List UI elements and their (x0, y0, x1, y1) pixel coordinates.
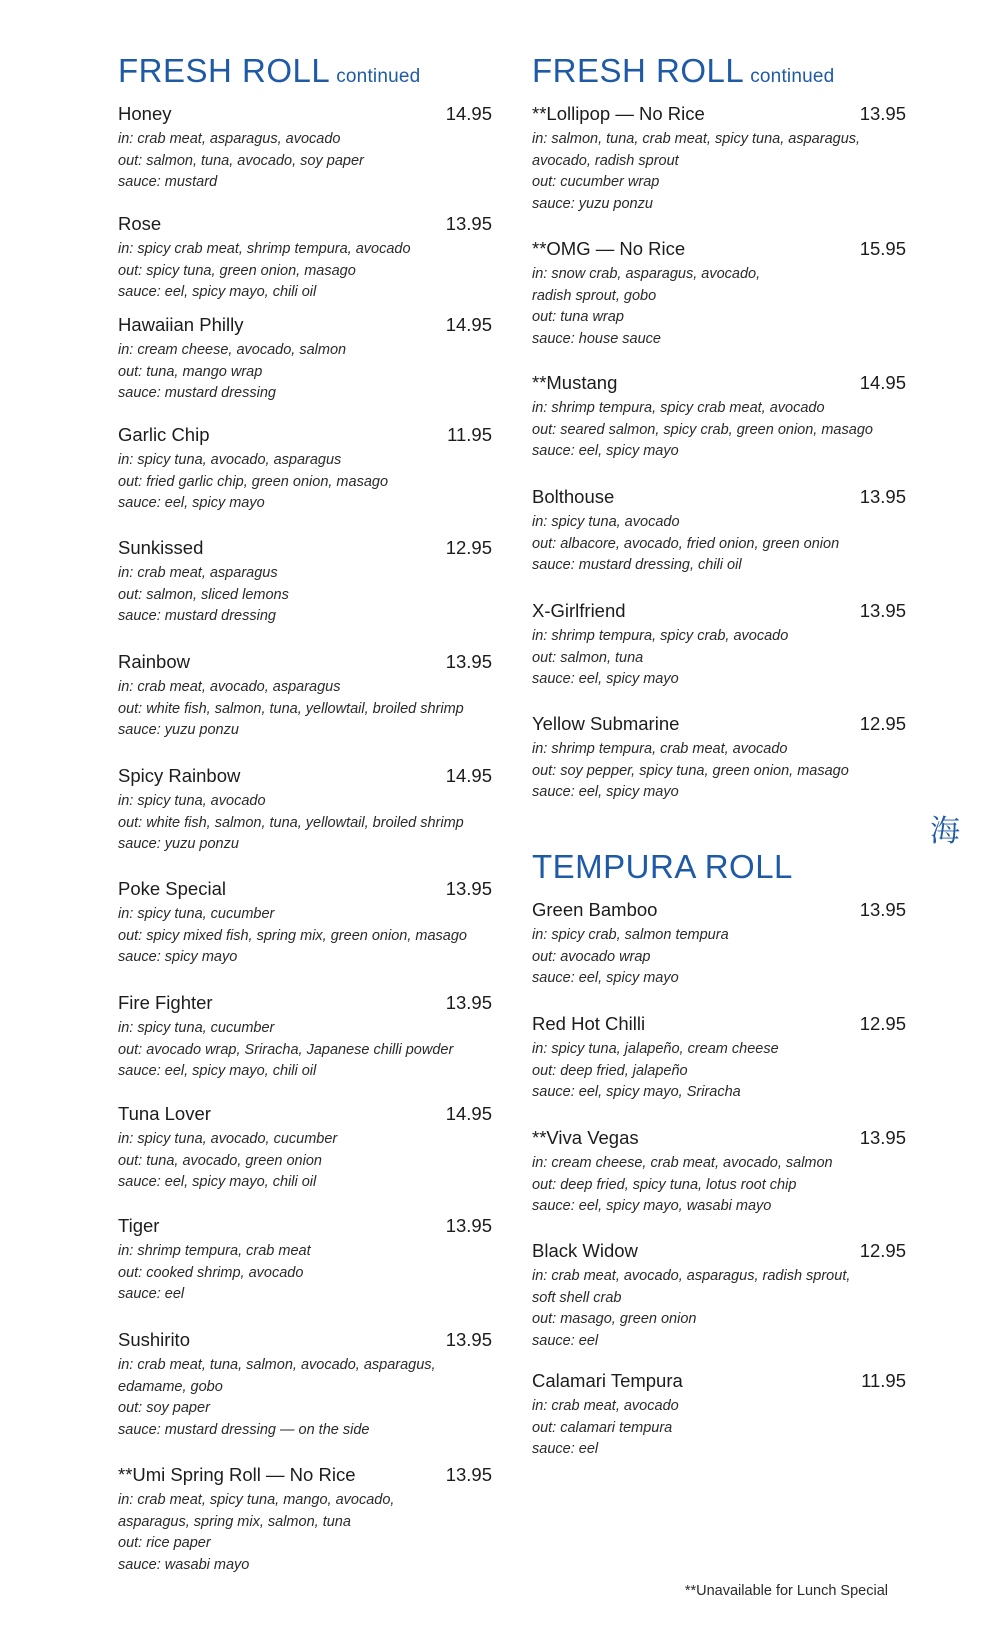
menu-item-detail: sauce: eel, spicy mayo, chili oil (118, 1174, 317, 1190)
menu-item-name: Honey (118, 103, 172, 124)
menu-item-detail: out: tuna, mango wrap (118, 363, 263, 380)
menu-item-detail: in: crab meat, spicy tuna, mango, avocado, (118, 1492, 395, 1508)
menu-item-detail: in: spicy tuna, avocado, asparagus (118, 452, 342, 468)
menu-item-detail: out: cucumber wrap (532, 174, 660, 190)
menu-item-header (118, 878, 498, 904)
menu-item-detail: in: crab meat, asparagus (118, 565, 278, 581)
menu-item-detail: sauce: eel (532, 1332, 599, 1349)
menu-item-detail: out: rice paper (118, 1535, 211, 1551)
menu-item-price: 12.95 (859, 1013, 906, 1034)
menu-item-detail: sauce: eel, spicy mayo, chili oil (118, 1063, 317, 1079)
lunch-special-footnote: **Unavailable for Lunch Special (684, 1583, 888, 1599)
menu-item (532, 238, 912, 350)
menu-item-name: **Mustang (532, 372, 618, 393)
menu-item-detail: out: salmon, tuna (532, 649, 644, 666)
menu-item-detail: sauce: eel (532, 1441, 599, 1457)
menu-item-name: Fire Fighter (118, 992, 213, 1013)
sea-kanji-mark: 海 (930, 814, 960, 849)
menu-item-name: Calamari Tempura (532, 1370, 683, 1391)
menu-item-price: 13.95 (445, 992, 492, 1013)
menu-item-detail: out: deep fried, spicy tuna, lotus root chip (532, 1176, 797, 1193)
menu-item-detail: sauce: eel, spicy mayo (532, 671, 679, 687)
menu-item-name: Red Hot Chilli (532, 1013, 646, 1034)
menu-item-header (118, 992, 498, 1018)
left-section-title: FRESH ROLL continued (118, 52, 421, 89)
menu-item-header (118, 1329, 498, 1355)
menu-item-detail: in: spicy tuna, avocado (118, 793, 266, 809)
menu-item (532, 600, 912, 691)
menu-item-name: Rainbow (118, 651, 190, 672)
menu-item-detail: sauce: eel (118, 1286, 185, 1302)
menu-item-detail: sauce: eel, spicy mayo, wasabi mayo (532, 1198, 772, 1214)
menu-item-detail: sauce: yuzu ponzu (118, 722, 239, 738)
menu-item (118, 878, 498, 969)
menu-item-price: 13.95 (859, 1127, 906, 1148)
menu-item-header (532, 1127, 912, 1153)
menu-item-detail: in: shrimp tempura, spicy crab, avocado (532, 628, 789, 644)
menu-item-detail: sauce: spicy mayo (118, 949, 238, 965)
menu-item-detail: out: albacore, avocado, fried onion, green onion (532, 535, 840, 552)
menu-item-detail: out: soy pepper, spicy tuna, green onion, masago (532, 762, 849, 779)
menu-item (118, 992, 498, 1083)
menu-item-detail: out: white fish, salmon, tuna, yellowtail, broiled shrimp (118, 814, 464, 831)
menu-item-detail: in: spicy tuna, avocado (532, 514, 680, 530)
menu-item-header (118, 1103, 498, 1129)
menu-item-detail: sauce: mustard dressing (118, 608, 276, 624)
menu-item-name: Green Bamboo (532, 899, 658, 920)
menu-item-detail: out: white fish, salmon, tuna, yellowtail, broiled shrimp (118, 700, 464, 717)
menu-item-detail: out: salmon, tuna, avocado, soy paper (118, 152, 364, 169)
menu-item (118, 651, 498, 742)
tempura-section-title: TEMPURA ROLL (532, 848, 793, 885)
menu-item-detail: in: shrimp tempura, crab meat (118, 1243, 311, 1259)
menu-item-detail: avocado, radish sprout (532, 152, 679, 169)
menu-item (118, 1329, 498, 1441)
menu-item-price: 14.95 (445, 314, 492, 335)
menu-item-detail: out: tuna, avocado, green onion (118, 1152, 322, 1169)
menu-item-name: Poke Special (118, 878, 226, 899)
menu-item-header (118, 103, 498, 129)
menu-item-detail: out: deep fried, jalapeño (532, 1062, 688, 1079)
menu-item-name: X-Girlfriend (532, 600, 626, 621)
menu-item-name: Sunkissed (118, 537, 204, 558)
menu-item (532, 899, 912, 990)
menu-item-name: **OMG — No Rice (532, 238, 686, 259)
menu-item-name: Tiger (118, 1215, 160, 1236)
menu-item (532, 713, 912, 804)
menu-item-name: **Viva Vegas (532, 1127, 639, 1148)
menu-item-detail: radish sprout, gobo (532, 287, 657, 304)
menu-item-detail: out: seared salmon, spicy crab, green onion, masago (532, 421, 873, 438)
menu-item-header (118, 1464, 498, 1490)
menu-item-detail: in: crab meat, avocado, asparagus, radish sprout, (532, 1268, 851, 1284)
menu-item-name: Rose (118, 213, 162, 234)
menu-item-detail: in: spicy crab, salmon tempura (532, 927, 729, 943)
menu-item (118, 314, 498, 405)
menu-item-header (532, 103, 912, 129)
menu-item-price: 13.95 (445, 1215, 492, 1236)
menu-item-detail: sauce: yuzu ponzu (118, 836, 239, 852)
menu-item (532, 1013, 912, 1104)
menu-item (532, 1370, 912, 1461)
menu-item-price: 14.95 (445, 765, 492, 786)
menu-item-price: 13.95 (445, 213, 492, 234)
menu-item-header (532, 486, 912, 512)
menu-item-price: 14.95 (445, 1103, 492, 1124)
menu-item-detail: in: cream cheese, crab meat, avocado, salmon (532, 1155, 833, 1171)
menu-item-price: 11.95 (861, 1370, 906, 1391)
menu-item-detail: in: crab meat, avocado, asparagus (118, 679, 341, 695)
menu-item-price: 13.95 (859, 600, 906, 621)
menu-item-header (532, 600, 912, 626)
menu-item-detail: in: shrimp tempura, spicy crab meat, avocado (532, 400, 825, 416)
menu-item-header (118, 213, 498, 239)
menu-item-price: 13.95 (445, 878, 492, 899)
menu-item-header (118, 424, 498, 450)
menu-item (118, 1464, 498, 1576)
menu-item (118, 765, 498, 856)
menu-item-detail: sauce: mustard dressing, chili oil (532, 557, 742, 573)
menu-item (118, 1103, 498, 1194)
menu-item-detail: asparagus, spring mix, salmon, tuna (118, 1513, 351, 1530)
menu-item-detail: sauce: mustard (118, 174, 218, 190)
left-section-subtitle: continued (336, 66, 421, 87)
menu-item-detail: in: spicy crab meat, shrimp tempura, avocado (118, 241, 411, 257)
menu-item-detail: out: soy paper (118, 1400, 210, 1416)
menu-item (118, 1215, 498, 1306)
menu-item-header (118, 1215, 498, 1241)
menu-item-price: 13.95 (859, 103, 906, 124)
menu-item (532, 1127, 912, 1218)
menu-item-name: Sushirito (118, 1329, 190, 1350)
menu-item-name: Yellow Submarine (532, 713, 680, 734)
menu-item-name: Hawaiian Philly (118, 314, 244, 335)
menu-item-detail: out: masago, green onion (532, 1311, 697, 1327)
menu-item-detail: soft shell crab (532, 1289, 622, 1306)
menu-item-detail: in: spicy tuna, cucumber (118, 1020, 275, 1036)
menu-item-price: 12.95 (859, 713, 906, 734)
menu-item (118, 424, 498, 515)
menu-item-detail: out: salmon, sliced lemons (118, 586, 289, 603)
menu-item-detail: out: spicy mixed fish, spring mix, green onion, masago (118, 927, 467, 944)
menu-item (532, 103, 912, 215)
menu-item-price: 14.95 (859, 372, 906, 393)
menu-item-detail: sauce: wasabi mayo (118, 1556, 250, 1573)
menu-item (118, 103, 498, 194)
menu-item-name: **Umi Spring Roll — No Rice (118, 1464, 356, 1485)
menu-item-price: 13.95 (445, 1464, 492, 1485)
menu-item-header (118, 765, 498, 791)
menu-item-detail: sauce: house sauce (532, 330, 661, 347)
menu-item-detail: out: avocado wrap, Sriracha, Japanese chilli powder (118, 1041, 454, 1058)
menu-item (532, 372, 912, 463)
menu-item-header (532, 1240, 912, 1266)
menu-item-detail: out: cooked shrimp, avocado (118, 1264, 304, 1281)
menu-item-detail: in: crab meat, asparagus, avocado (118, 131, 341, 147)
menu-item-header (118, 537, 498, 563)
menu-item-price: 13.95 (859, 486, 906, 507)
right-section-title: FRESH ROLL continued (532, 52, 835, 89)
menu-item-header (118, 651, 498, 677)
menu-item-detail: sauce: eel, spicy mayo, Sriracha (532, 1084, 741, 1100)
menu-item-header (118, 314, 498, 340)
menu-item-name: Garlic Chip (118, 424, 210, 445)
menu-item-detail: in: spicy tuna, cucumber (118, 906, 275, 922)
menu-item-detail: sauce: eel, spicy mayo (118, 495, 265, 511)
menu-item-detail: in: cream cheese, avocado, salmon (118, 342, 347, 358)
menu-item-detail: sauce: eel, spicy mayo (532, 784, 679, 800)
menu-item-detail: sauce: eel, spicy mayo, chili oil (118, 284, 317, 300)
menu-item-detail: edamame, gobo (118, 1378, 223, 1395)
menu-item-price: 13.95 (445, 651, 492, 672)
menu-item-detail: in: spicy tuna, avocado, cucumber (118, 1131, 338, 1147)
menu-item-detail: sauce: eel, spicy mayo (532, 443, 679, 459)
menu-item-price: 13.95 (859, 899, 906, 920)
menu-item-name: **Lollipop — No Rice (532, 103, 705, 124)
menu-item-detail: in: salmon, tuna, crab meat, spicy tuna, asparagus, (532, 131, 861, 147)
menu-item-detail: out: avocado wrap (532, 948, 651, 965)
menu-item-detail: sauce: yuzu ponzu (532, 195, 653, 212)
menu-item-detail: in: snow crab, asparagus, avocado, (532, 266, 761, 282)
menu-item-detail: out: tuna wrap (532, 309, 624, 325)
menu-item-detail: in: crab meat, tuna, salmon, avocado, asparagus, (118, 1357, 436, 1373)
menu-item-header (532, 899, 912, 925)
menu-item (118, 213, 498, 304)
menu-item-name: Tuna Lover (118, 1103, 211, 1124)
menu-item-header (532, 1370, 912, 1396)
menu-item-price: 12.95 (445, 537, 492, 558)
menu-item-detail: out: fried garlic chip, green onion, masago (118, 473, 389, 490)
menu-item-price: 15.95 (859, 238, 906, 259)
menu-item-price: 11.95 (447, 424, 492, 445)
menu-item-price: 12.95 (859, 1240, 906, 1261)
menu-item-price: 13.95 (445, 1329, 492, 1350)
menu-item-header (532, 713, 912, 739)
menu-item (532, 486, 912, 577)
menu-item (532, 1240, 912, 1352)
menu-item-header (532, 372, 912, 398)
menu-item-detail: in: spicy tuna, jalapeño, cream cheese (532, 1041, 779, 1057)
menu-item-detail: out: spicy tuna, green onion, masago (118, 262, 356, 279)
menu-item-header (532, 238, 912, 264)
menu-item-detail: in: crab meat, avocado (532, 1398, 679, 1414)
menu-item-name: Black Widow (532, 1240, 638, 1261)
menu-item-name: Spicy Rainbow (118, 765, 241, 786)
menu-item-header (532, 1013, 912, 1039)
right-section-subtitle: continued (750, 66, 835, 87)
menu-item-price: 14.95 (445, 103, 492, 124)
menu-item (118, 537, 498, 628)
menu-item-detail: sauce: mustard dressing (118, 385, 276, 401)
menu-item-detail: in: shrimp tempura, crab meat, avocado (532, 741, 788, 757)
menu-item-name: Bolthouse (532, 486, 615, 507)
menu-item-detail: out: calamari tempura (532, 1419, 673, 1436)
menu-item-detail: sauce: mustard dressing — on the side (118, 1421, 370, 1438)
menu-item-detail: sauce: eel, spicy mayo (532, 970, 679, 986)
